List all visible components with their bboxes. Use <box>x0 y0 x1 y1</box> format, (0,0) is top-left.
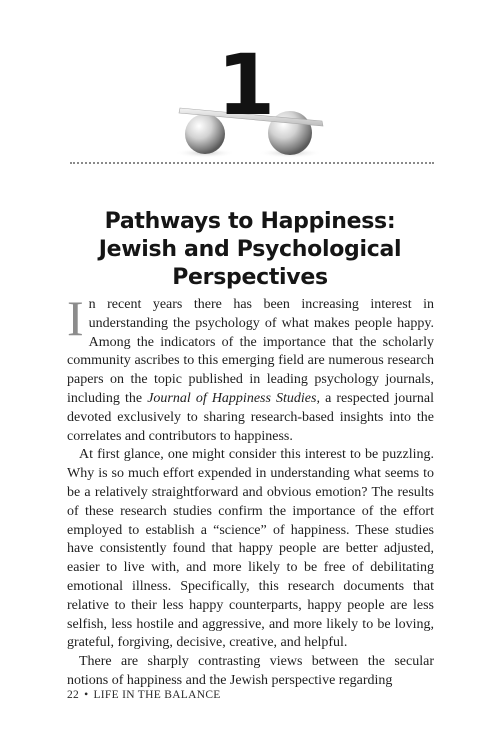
journal-title: Journal of Happiness Studies, <box>147 390 320 406</box>
chapter-title <box>40 208 460 292</box>
paragraph-3: There are sharply contrasting views between the secular notions of happiness and the Jewish perspective regarding <box>67 654 434 688</box>
running-footer <box>67 689 221 701</box>
drop-cap: I <box>67 290 84 346</box>
paragraph-1 <box>67 290 434 446</box>
title-line-2: Jewish and Psychological <box>98 236 402 262</box>
chapter-illustration <box>0 0 500 170</box>
paragraph-1-text-b: a respected journal devoted exclusively to sharing research-based insights into the correlates and contributors to happiness. <box>67 390 434 444</box>
chapter-number: 1 <box>216 36 276 134</box>
chapter-body <box>67 290 434 691</box>
book-title: LIFE IN THE BALANCE <box>93 689 221 701</box>
footer-bullet: • <box>84 689 89 701</box>
paragraph-1-text-a: n recent years there has been increasing interest in understanding the psychology of what makes people happy. Among the indicators of the importance that the scholarly community ascribes to this emerging field are numerous research papers on the topic published in leading psychology journals, including the <box>67 297 434 406</box>
dotted-divider <box>70 162 434 164</box>
title-line-1: Pathways to Happiness: <box>104 208 396 234</box>
page-number: 22 <box>67 689 80 701</box>
title-line-3: Perspectives <box>172 264 328 290</box>
paragraph-2: At first glance, one might consider this interest to be puzzling. Why is so much effort expended in understanding what seems to be a relatively straightforward and obvious emotion? The results of these research studies confirm the importance of the effort employed to establish a “science” of happiness. These studies have consistently found that happy people are better adjusted, easier to live with, and more likely to be free of debilitating emotional illness. Specifically, this research documents that relative to their less happy counterparts, happy people are less selfish, less hostile and aggressive, and more likely to be loving, grateful, forgiving, decisive, creative, and helpful. <box>67 447 434 651</box>
